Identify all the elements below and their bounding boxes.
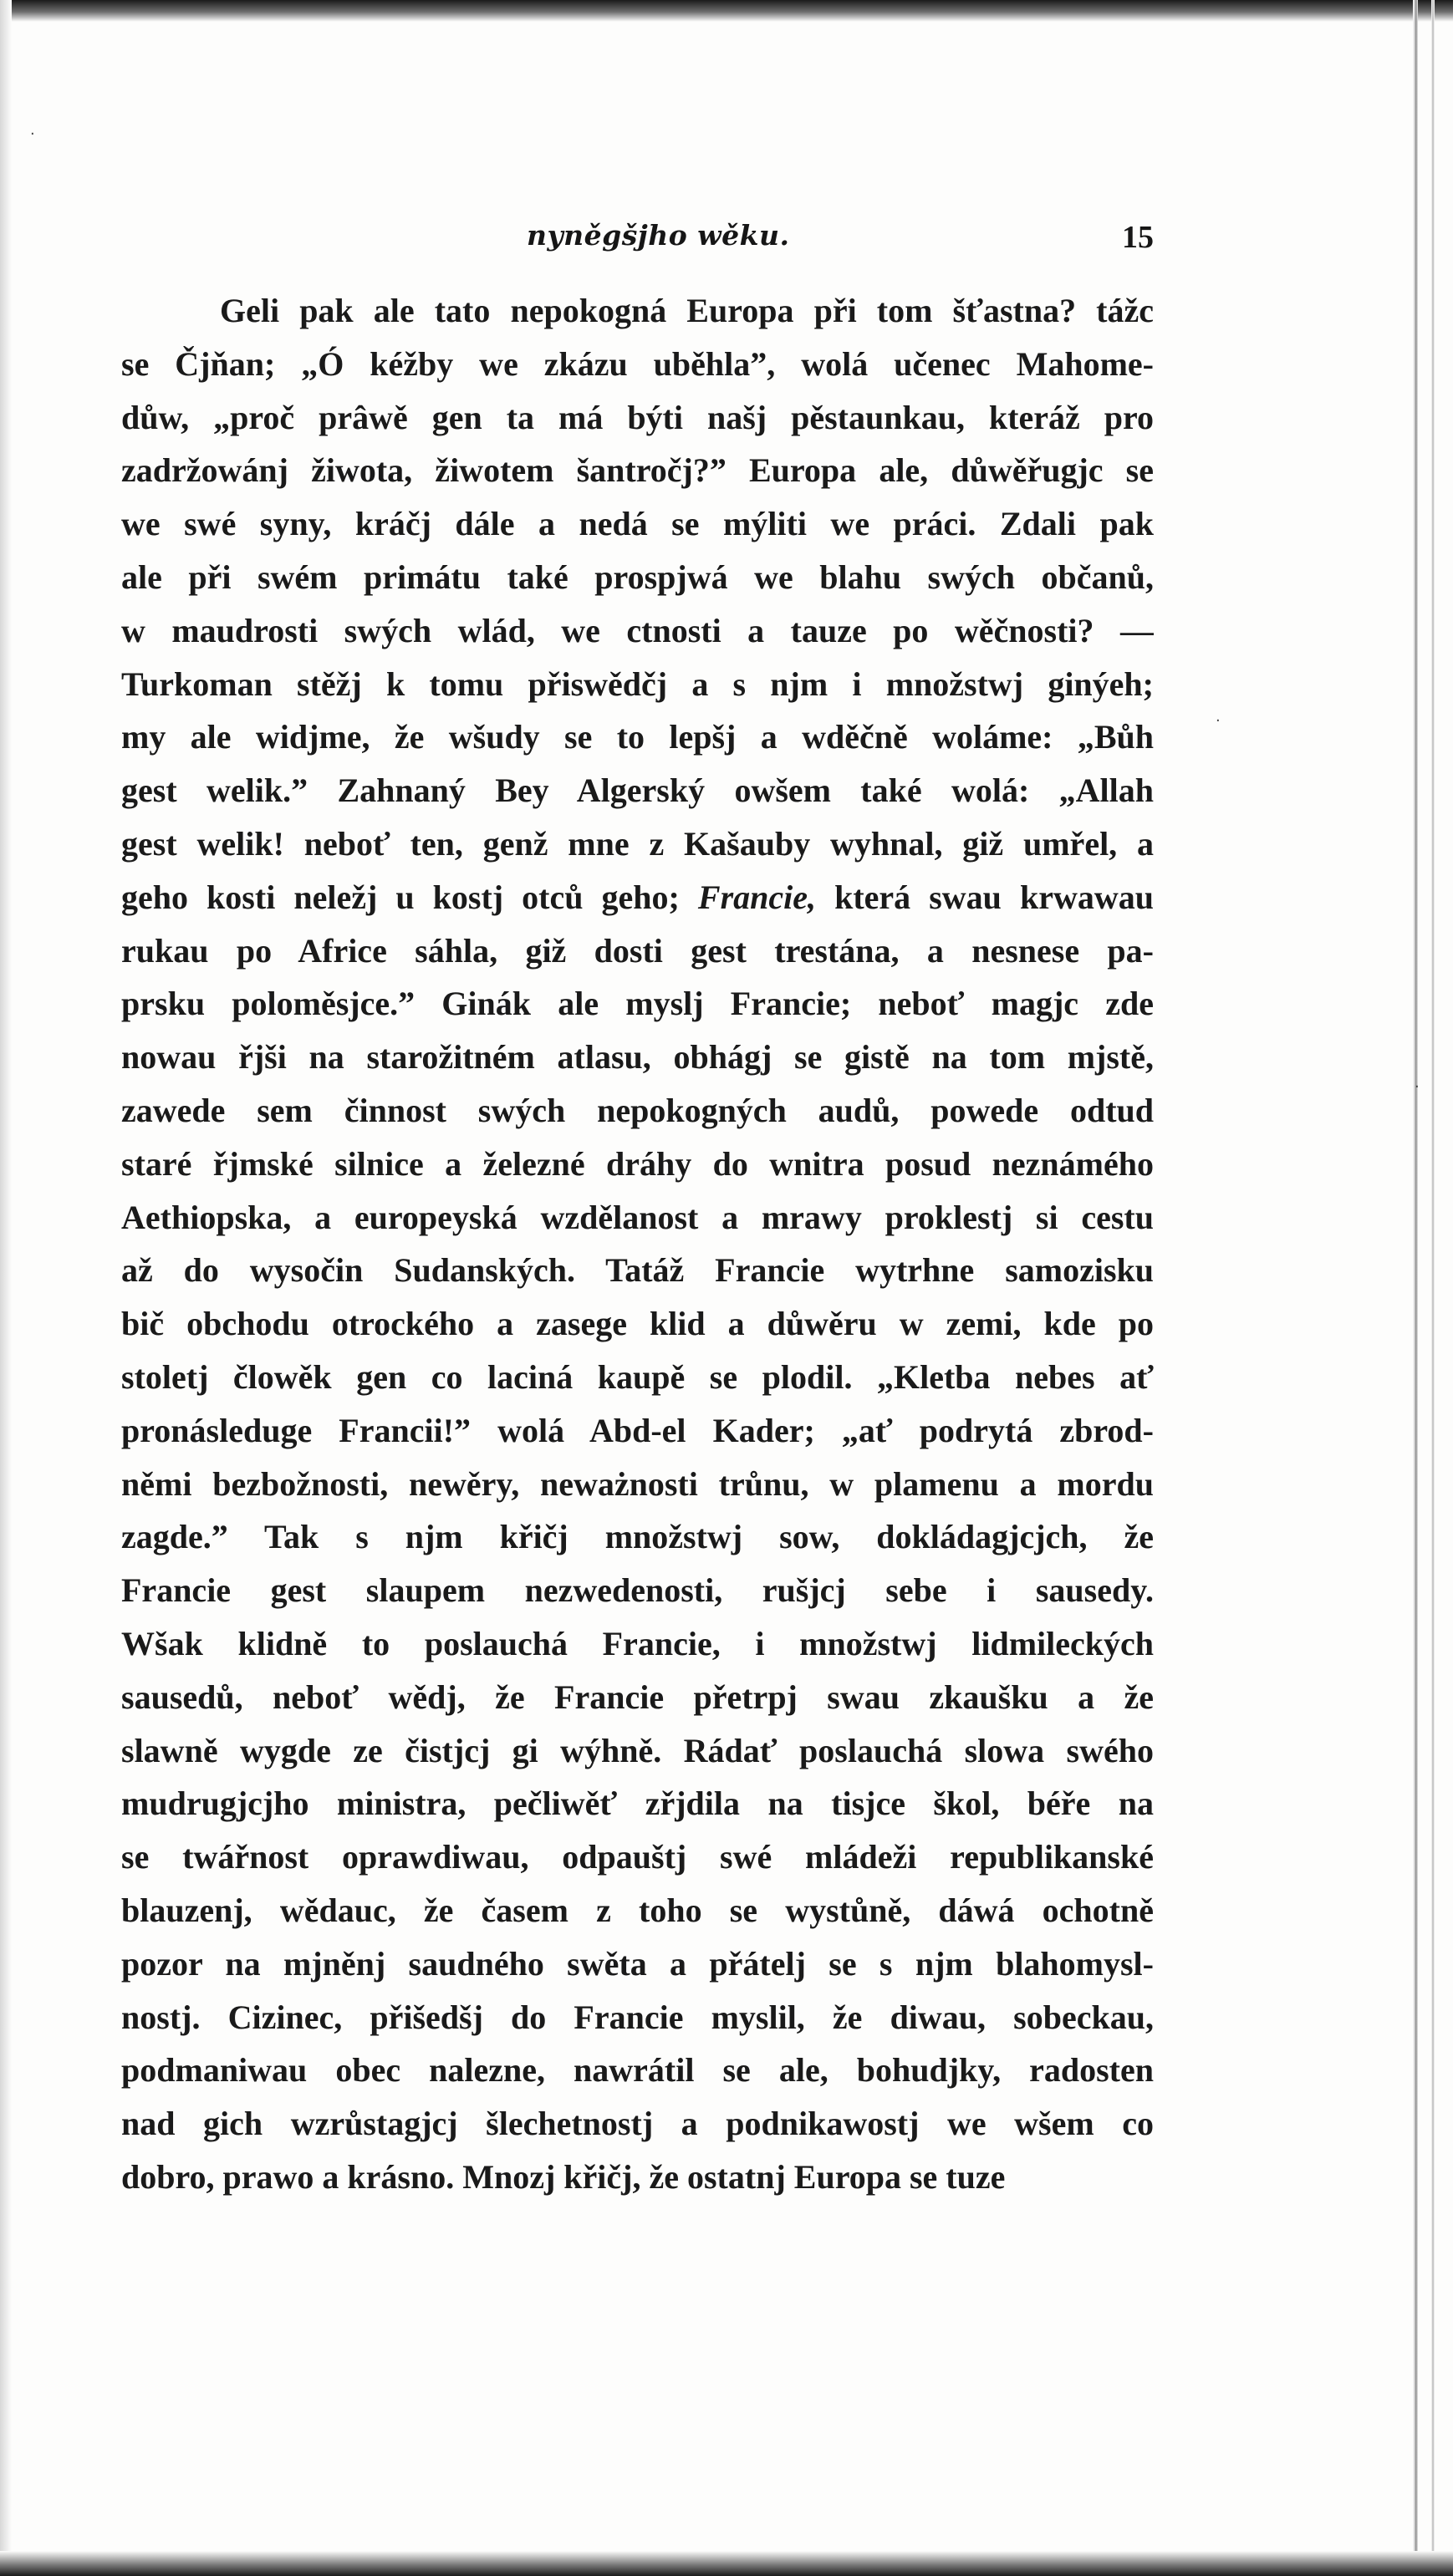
text-line: nostj. Cizinec, přišedšj do Francie myslil, že diwau, sobeckau, [121, 1998, 1154, 2036]
text-line: rukau po Africe sáhla, giž dosti gest trestána, a nesnese pa- [121, 931, 1154, 970]
text-line: nad gich wzrůstagjcj šlechetnostj a podnikawostj we wšem co [121, 2105, 1154, 2143]
text-line: zawede sem činnost swých nepokogných audů, powede odtud [121, 1091, 1154, 1129]
text-line: se Čjňan; „Ó kéžby we zkázu uběhla”, wolá učenec Mahome- [121, 344, 1154, 383]
text-line: gest welik.” Zahnaný Bey Algerský owšem také wolá: „Allah [121, 771, 1154, 810]
italic-word: Francie, [697, 878, 817, 916]
text-line: stoletj člowěk gen co laciná kaupě se plodil. „Kletba nebes ať [121, 1357, 1154, 1396]
text-line: w maudrosti swých wlád, we ctnosti a tauze po wěčnosti? — [121, 611, 1154, 649]
page-right-edge-inner [1431, 0, 1435, 2576]
text-line: až do wysočin Sudanských. Tatáž Francie wytrhne samozisku [121, 1251, 1154, 1290]
text-line: Aethiopska, a europeyská wzdělanost a mrawy proklestj si cestu [121, 1198, 1154, 1236]
text-line: Francie gest slaupem nezwedenosti, rušjcj sebe i sausedy. [121, 1571, 1154, 1610]
text-line: ale při swém primátu také prospjwá we blahu swých občanů, [121, 557, 1154, 596]
running-head [117, 219, 1154, 261]
text-line: důw, „proč prâwě gen ta má býti našj pěstaunkau, kteráž pro [121, 398, 1154, 436]
margin-speck: · [30, 125, 35, 143]
text-line [121, 871, 1154, 924]
text-line: pronásleduge Francii!” wolá Abd-el Kader; „ať podrytá zbrod- [121, 1411, 1154, 1449]
margin-speck: · [1415, 1078, 1420, 1096]
text-line: Turkoman stěžj k tomu přiswědčj a s njm i množstwj ginýeh; [121, 664, 1154, 703]
text-fragment: která swau krwawau [816, 878, 1154, 916]
text-line: slawně wygde ze čistjcj gi wýhně. Rádať poslauchá slowa swého [121, 1731, 1154, 1769]
text-line: zagde.” Tak s njm křičj množstwj sow, dokládagjcjch, že [121, 1518, 1154, 1556]
page-bottom-shadow [0, 2551, 1453, 2576]
text-line: blauzenj, wědauc, že časem z toho se wystůně, dáwá ochotně [121, 1891, 1154, 1929]
text-line: nowau řjši na starožitném atlasu, obhágj se gistě na tom mjstě, [121, 1038, 1154, 1077]
text-line: gest welik! neboť ten, genž mne z Kašauby wyhnal, giž umřel, a [121, 824, 1154, 863]
text-line: němi bezbožnosti, newěry, neważnosti trůnu, w plamenu a mordu [121, 1464, 1154, 1503]
text-line: Wšak klidně to poslauchá Francie, i množstwj lidmileckých [121, 1624, 1154, 1662]
text-line: mudrugjcjho ministra, pečliwěť zřjdila na tisjce škol, béře na [121, 1784, 1154, 1823]
text-line: zadržowánj žiwota, žiwotem šantročj?” Europa ale, důwěřugjc se [121, 451, 1154, 490]
running-title: nyněgšjho wěku. [527, 219, 790, 252]
text-line: staré řjmské silnice a železné dráhy do wnitra posud neznámého [121, 1144, 1154, 1183]
text-line: bič obchodu otrockého a zasege klid a důwěru w zemi, kde po [121, 1305, 1154, 1343]
page-right-edge [1413, 0, 1418, 2576]
text-line: prsku poloměsjce.” Ginák ale myslj Francie; neboť magjc zde [121, 985, 1154, 1023]
text-line: Geli pak ale tato nepokogná Europa při tom šťastna? tážc [220, 292, 1154, 329]
body-text [121, 284, 1154, 2204]
text-line: dobro, prawo a krásno. Mnozj křičj, že ostatnj Europa se tuze [121, 2157, 1006, 2196]
page-number: 15 [1122, 220, 1154, 255]
text-line: sausedů, neboť wědj, že Francie přetrpj swau zkaušku a že [121, 1677, 1154, 1716]
page-top-shadow [0, 0, 1453, 22]
margin-speck: · [1216, 712, 1221, 730]
text-line: we swé syny, kráčj dále a nedá se mýliti we práci. Zdali pak [121, 505, 1154, 543]
text-line: my ale widjme, že wšudy se to lepšj a wděčně woláme: „Bůh [121, 718, 1154, 756]
text-fragment: geho kosti neležj u kostj otců geho; [121, 878, 698, 916]
text-line: se twářnost oprawdiwau, odpauštj swé mládeži republikanské [121, 1838, 1154, 1876]
text-line: pozor na mjněnj saudného swěta a přátelj se s njm blahomysl- [121, 1944, 1154, 1983]
page-left-shadow [0, 0, 12, 2576]
text-line: podmaniwau obec nalezne, nawrátil se ale, bohudjky, radosten [121, 2051, 1154, 2090]
